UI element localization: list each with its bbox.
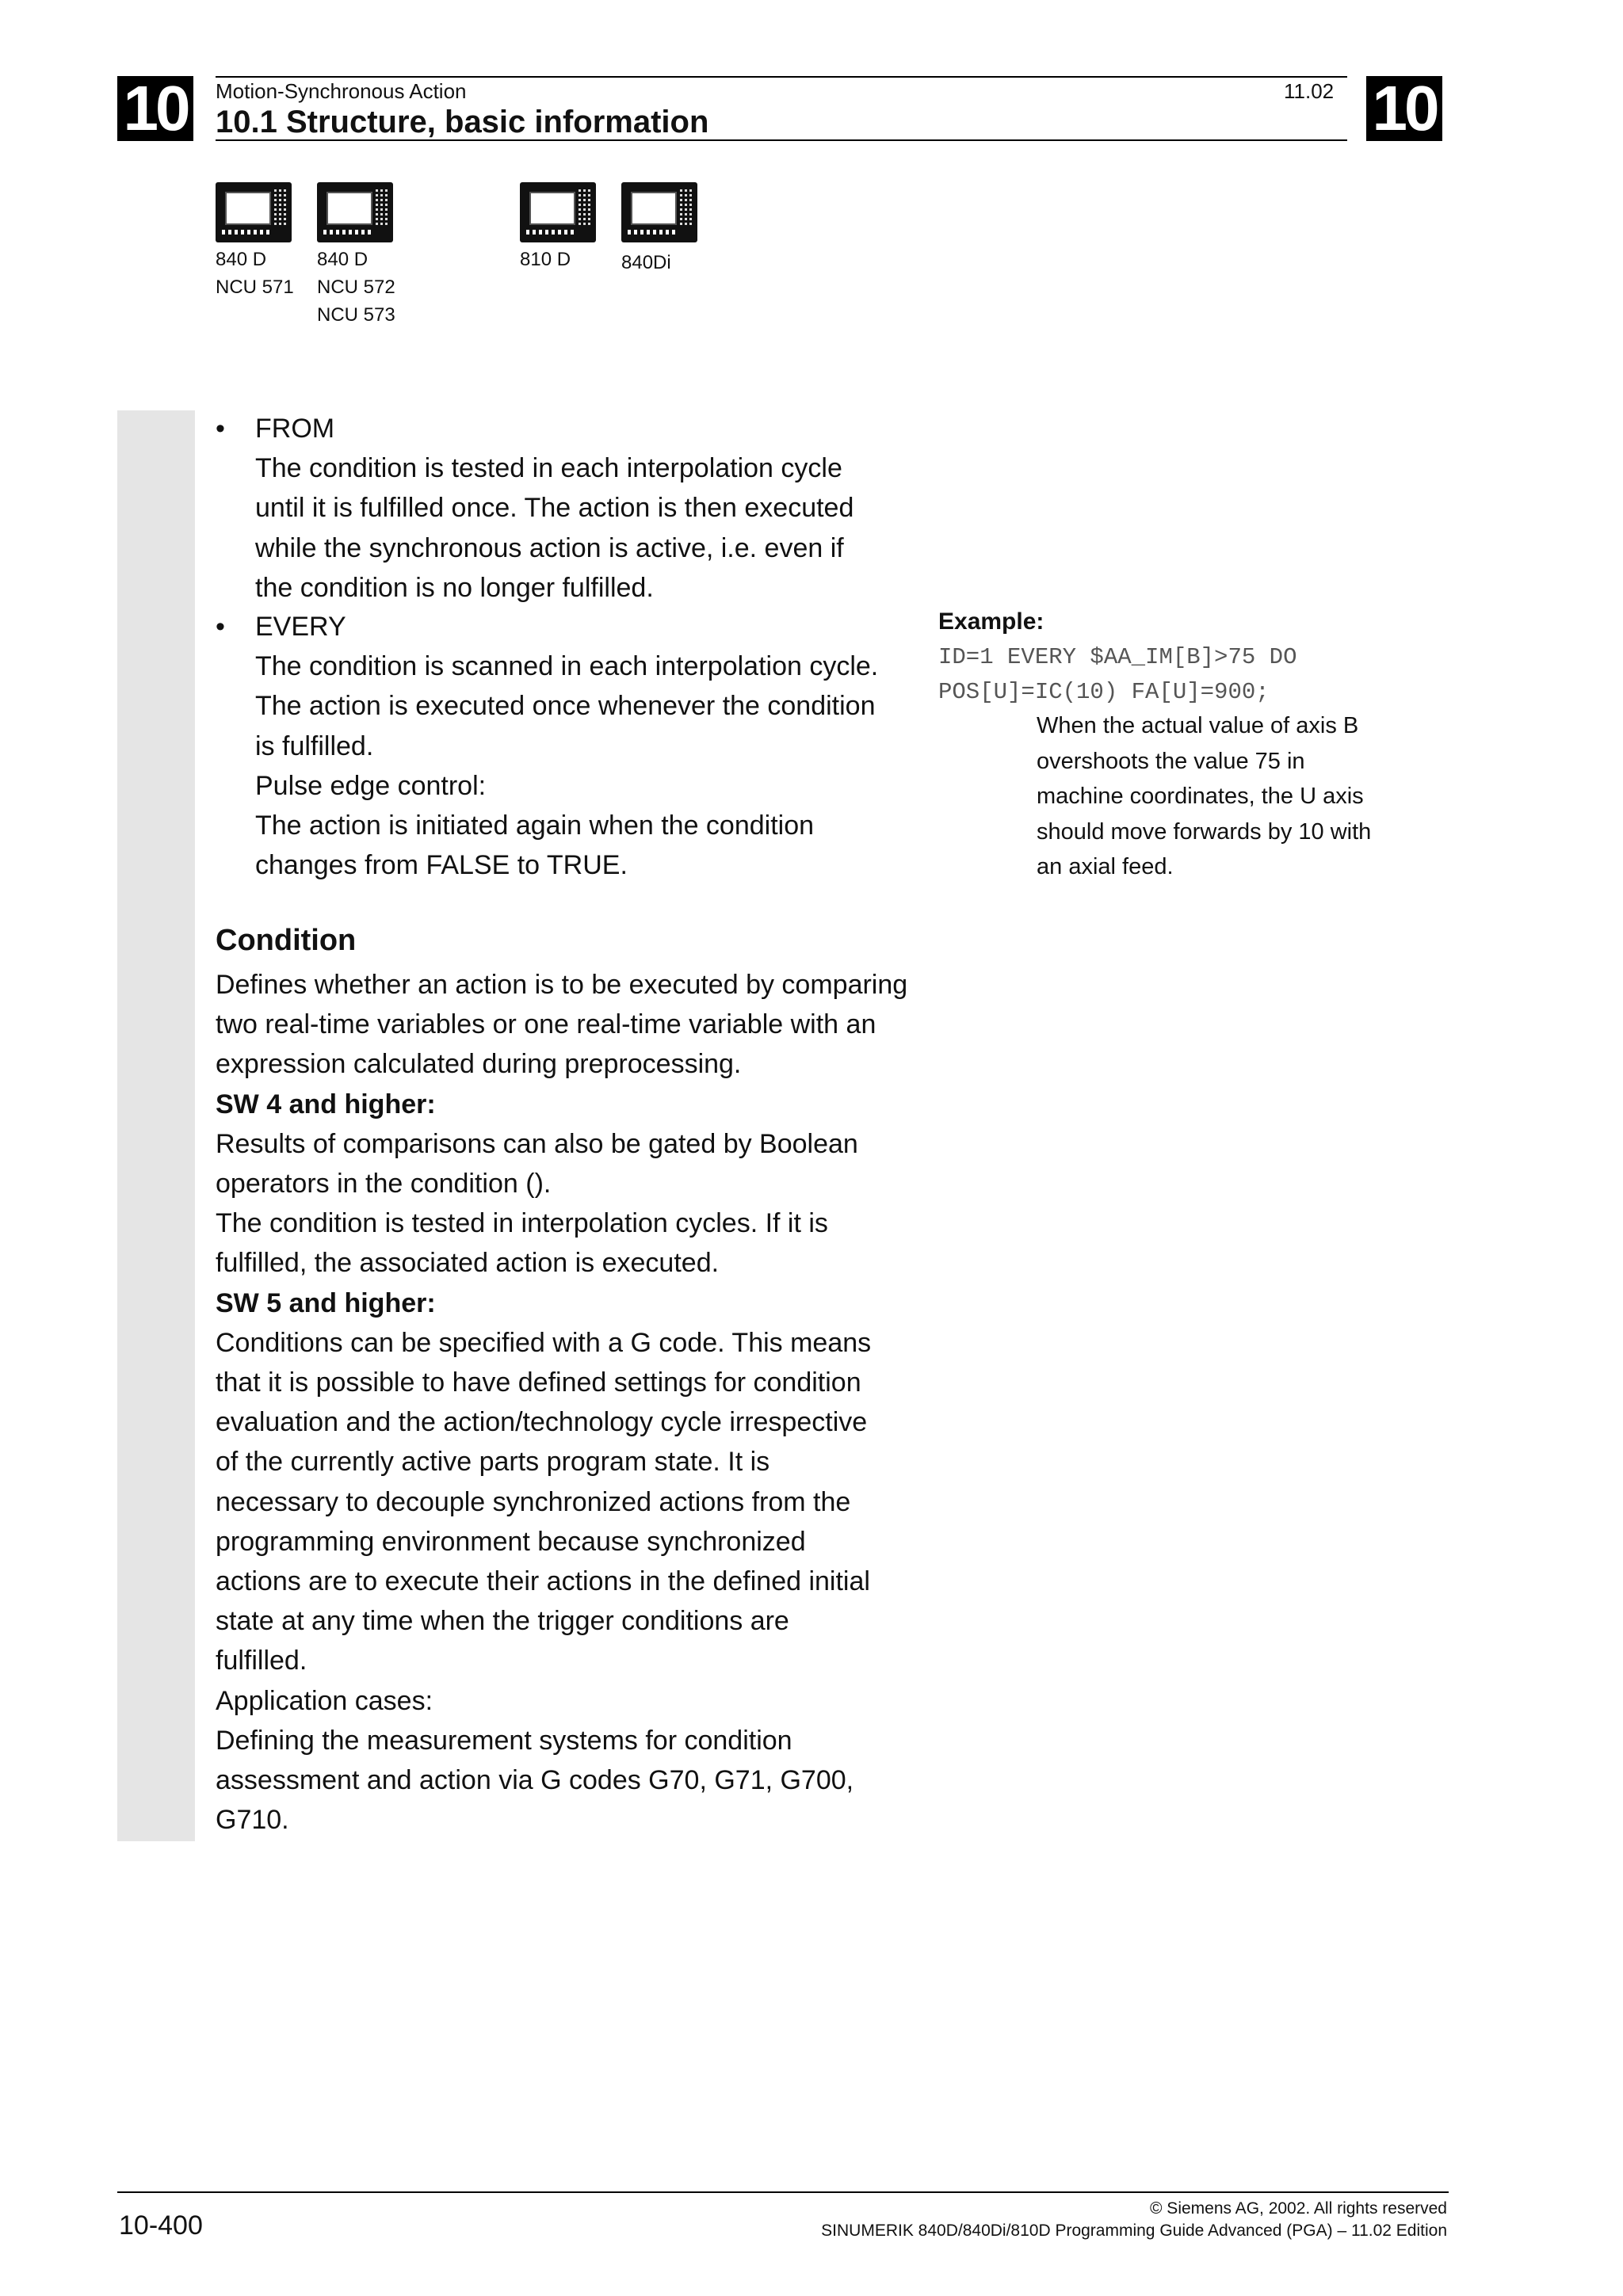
chapter-number-right: 10 [1366, 76, 1442, 141]
sw4-subheading: SW 4 and higher: [216, 1089, 436, 1119]
condition-line: Results of comparisons can also be gated by Boolean [216, 1128, 858, 1159]
condition-line: Defines whether an action is to be executed by comparing [216, 970, 908, 1000]
example-label: Example: [938, 608, 1044, 635]
condition-line: two real-time variables or one real-time variable with an [216, 1009, 876, 1040]
bullet-icon: • [216, 612, 225, 642]
condition-line: programming environment because synchronized [216, 1526, 806, 1557]
bullet-icon: • [216, 414, 225, 444]
condition-line: operators in the condition (). [216, 1169, 552, 1199]
condition-line: actions are to execute their actions in the defined initial [216, 1566, 870, 1597]
control-panel-icon [317, 182, 393, 242]
control-label-840d-ncu571: 840 D NCU 571 [216, 249, 294, 298]
page-number: 10-400 [119, 2210, 203, 2241]
condition-line: Conditions can be specified with a G code. This means [216, 1327, 872, 1358]
condition-heading: Condition [216, 924, 357, 957]
condition-line: fulfilled, the associated action is executed. [216, 1248, 720, 1279]
control-label-840d-ncu572-573: 840 D NCU 572 NCU 573 [317, 249, 395, 326]
chapter-number-left: 10 [117, 76, 193, 141]
condition-line: The condition is tested in interpolation cycles. If it is [216, 1208, 828, 1239]
condition-line: of the currently active parts program state. It is [216, 1447, 770, 1478]
sw5-subheading: SW 5 and higher: [216, 1287, 436, 1318]
condition-line: Application cases: [216, 1685, 433, 1716]
bullet-every: EVERY The condition is scanned in each interpolation cycle. The action is executed once whenever the condition is fulfilled. Pulse edge control: The action is initiated again when the condition changes from FALSE to TRUE. [255, 612, 879, 881]
header-edition-date: 11.02 [1284, 79, 1335, 103]
condition-line: assessment and action via G codes G70, G71, G700, [216, 1765, 854, 1796]
condition-body [216, 965, 907, 1840]
example-code-line: ID=1 EVERY $AA_IM[B]>75 DO [938, 644, 1297, 670]
condition-line: Defining the measurement systems for condition [216, 1725, 792, 1756]
footer-rule [117, 2191, 1449, 2193]
example-description: When the actual value of axis B overshoots the value 75 in machine coordinates, the U axis should move forwards by 10 with an axial feed. [1037, 713, 1372, 879]
header-section-name: Motion-Synchronous Action [216, 79, 467, 103]
condition-line: G710. [216, 1805, 289, 1836]
control-label-810d: 810 D [520, 249, 571, 270]
control-panel-icon [621, 182, 697, 242]
control-panel-icon [216, 182, 292, 242]
condition-line: necessary to decouple synchronized actions from the [216, 1486, 851, 1517]
footer-copyright: © Siemens AG, 2002. All rights reserved [1150, 2199, 1447, 2218]
header-bottom-rule [216, 139, 1347, 141]
example-code-line: POS[U]=IC(10) FA[U]=900; [938, 679, 1270, 705]
condition-line: state at any time when the trigger conditions are [216, 1606, 789, 1637]
header-top-rule [216, 76, 1347, 78]
condition-line: that it is possible to have defined settings for condition [216, 1367, 861, 1398]
condition-line: evaluation and the action/technology cycle irrespective [216, 1407, 868, 1438]
condition-line: expression calculated during preprocessing. [216, 1049, 742, 1080]
page-title: 10.1 Structure, basic information [216, 105, 709, 139]
footer-guide-title: SINUMERIK 840D/840Di/810D Programming Guide Advanced (PGA) – 11.02 Edition [821, 2222, 1447, 2240]
control-label-840di: 840Di [621, 252, 671, 273]
condition-line: fulfilled. [216, 1646, 307, 1676]
margin-change-bar [117, 410, 195, 1841]
bullet-from: FROM The condition is tested in each interpolation cycle until it is fulfilled once. The action is then executed while the synchronous action is active, i.e. even if the condition is no longer fulfilled. [255, 414, 854, 603]
control-panel-icon [520, 182, 596, 242]
